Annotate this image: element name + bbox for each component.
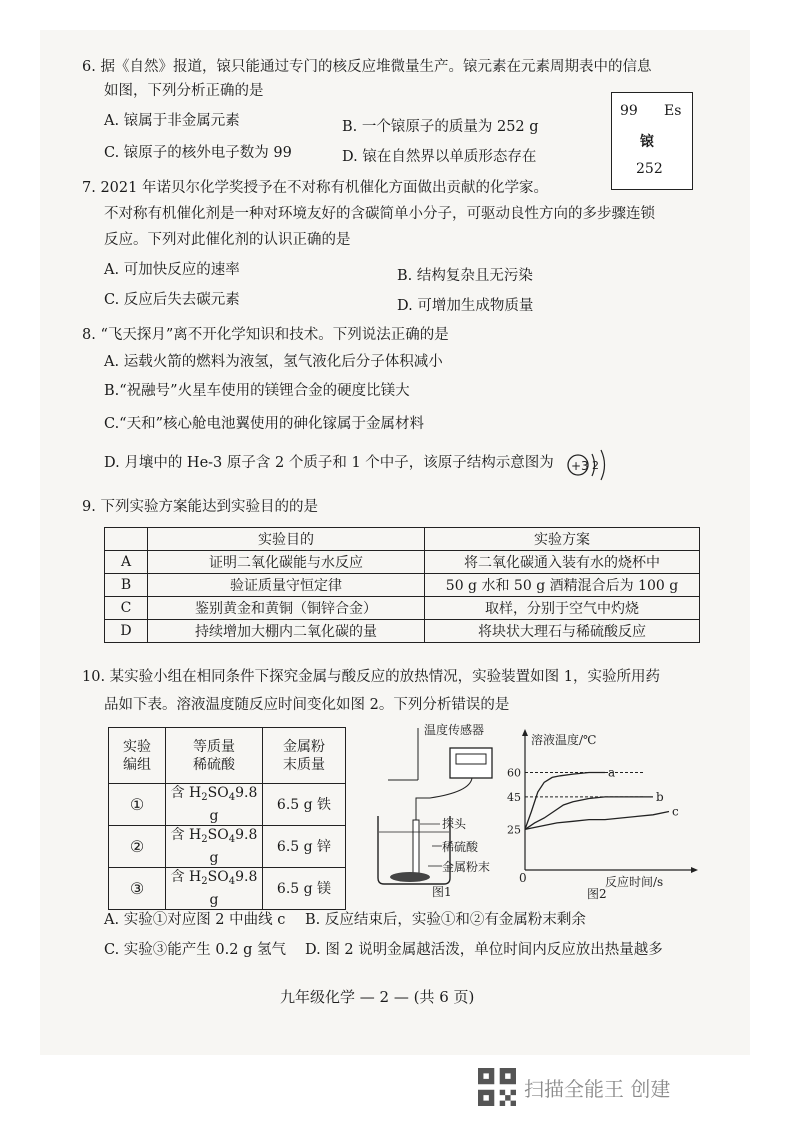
q6-stem-1: 6. 据《自然》报道，锿只能通过专门的核反应堆微量生产。锿元素在元素周期表中的信息	[82, 59, 652, 75]
atomic-mass: 252	[636, 161, 663, 177]
x-axis-label: 反应时间/s	[605, 875, 664, 889]
q7-option-b: B. 结构复杂且无污染	[397, 268, 533, 284]
metal-powder	[390, 872, 430, 882]
table-row: ② 含 $H_2SO_49.8$ g 6.5 g 锌	[109, 826, 346, 868]
y-axis-label: 溶液温度/℃	[531, 733, 597, 747]
q10-table: 实验 编组 等质量 稀硫酸 金属粉 末质量 ① 含 $H_2SO_49.8$ g 6.5 g 铁 ② 含 $H_2SO_49.8$ g 6.5 g 锌 ③ 含 $H_2SO_49.8$ g 6.5 g 镁	[108, 727, 346, 910]
element-card	[611, 92, 693, 190]
curve-label-a: a	[608, 765, 616, 780]
curve-b	[525, 797, 653, 830]
y-tick-label: 60	[507, 766, 521, 780]
q8-option-d: D. 月壤中的 He-3 原子含 2 个质子和 1 个中子，该原子结构示意图为	[104, 455, 554, 471]
q10-stem-1: 10. 某实验小组在相同条件下探究金属与酸反应的放热情况，实验装置如图 1，实验所用药	[82, 669, 660, 685]
svg-text:稀硫酸: 稀硫酸	[442, 840, 479, 854]
curve-a	[525, 773, 605, 830]
figure-2-chart	[495, 728, 710, 900]
figure-1-apparatus	[370, 720, 510, 902]
q7-option-d: D. 可增加生成物质量	[397, 298, 534, 314]
q9-header-plan: 实验方案	[425, 528, 700, 551]
q10-stem-2: 品如下表。溶液温度随反应时间变化如图 2。下列分析错误的是	[104, 697, 510, 713]
q7-stem-2: 不对称有机催化剂是一种对环境友好的含碳简单小分子，可驱动良性方向的多步骤连锁	[104, 206, 655, 222]
nucleus-charge: +3	[571, 459, 589, 473]
curve-c	[525, 812, 669, 830]
electron-count: 2	[592, 459, 599, 472]
q6-option-d: D. 锿在自然界以单质形态存在	[342, 149, 537, 165]
q8-stem: 8. “飞天探月”离不开化学知识和技术。下列说法正确的是	[82, 327, 449, 343]
q8-option-a: A. 运载火箭的燃料为液氢，氢气液化后分子体积减小	[104, 354, 443, 370]
y-tick-label: 45	[507, 790, 521, 804]
origin-label: 0	[519, 871, 527, 885]
curve-label-b: b	[656, 789, 664, 804]
y-tick-label: 25	[507, 823, 521, 837]
q7-stem-1: 7. 2021 年诺贝尔化学奖授予在不对称有机催化方面做出贡献的化学家。	[82, 180, 548, 196]
table-row: B 验证质量守恒定律 50 g 水和 50 g 酒精混合后为 100 g	[105, 574, 700, 597]
table-row: C 鉴别黄金和黄铜（铜锌合金） 取样，分别于空气中灼烧	[105, 597, 700, 620]
element-symbol: Es	[664, 103, 682, 119]
page-footer: 九年级化学 — 2 — (共 6 页)	[280, 988, 475, 1006]
atomic-number: 99	[620, 103, 638, 119]
svg-text:探头: 探头	[442, 817, 467, 831]
q8-option-b: B.“祝融号”火星车使用的镁锂合金的硬度比镁大	[104, 383, 410, 399]
q9-table	[104, 527, 700, 643]
q7-option-a: A. 可加快反应的速率	[104, 262, 240, 278]
q10-option-a: A. 实验①对应图 2 中曲线 c	[104, 912, 286, 928]
q9-header-purpose: 实验目的	[148, 528, 425, 551]
table-row: ③ 含 $H_2SO_49.8$ g 6.5 g 镁	[109, 868, 346, 910]
svg-text:金属粉末: 金属粉末	[442, 860, 491, 874]
q6-option-a: A. 锿属于非金属元素	[104, 113, 240, 129]
atom-structure-diagram	[566, 448, 614, 482]
q10-option-d: D. 图 2 说明金属越活泼，单位时间内反应放出热量越多	[305, 942, 663, 958]
sensor-label: 温度传感器	[424, 723, 485, 737]
table-row: A 证明二氧化碳能与水反应 将二氧化碳通入装有水的烧杯中	[105, 551, 700, 574]
qr-code-icon	[478, 1068, 516, 1106]
curve-label-c: c	[672, 804, 679, 819]
watermark: 扫描全能王 创建	[524, 1077, 671, 1101]
q6-option-b: B. 一个锿原子的质量为 252 g	[342, 119, 539, 135]
table-row: ① 含 $H_2SO_49.8$ g 6.5 g 铁	[109, 784, 346, 826]
table-row: D 持续增加大棚内二氧化碳的量 将块状大理石与稀硫酸反应	[105, 620, 700, 643]
q10-option-b: B. 反应结束后，实验①和②有金属粉末剩余	[305, 912, 586, 928]
q8-option-c: C.“天和”核心舱电池翼使用的砷化镓属于金属材料	[104, 416, 425, 432]
q6-stem-2: 如图，下列分析正确的是	[104, 83, 264, 99]
q7-option-c: C. 反应后失去碳元素	[104, 292, 240, 308]
q7-stem-3: 反应。下列对此催化剂的认识正确的是	[104, 232, 351, 248]
q9-stem: 9. 下列实验方案能达到实验目的的是	[82, 499, 318, 515]
figure-2-caption: 图2	[587, 887, 607, 900]
figure-1-caption: 图1	[432, 885, 452, 899]
q10-option-c: C. 实验③能产生 0.2 g 氢气	[104, 942, 286, 958]
q6-option-c: C. 锿原子的核外电子数为 99	[104, 145, 292, 161]
element-name: 锿	[640, 134, 654, 150]
